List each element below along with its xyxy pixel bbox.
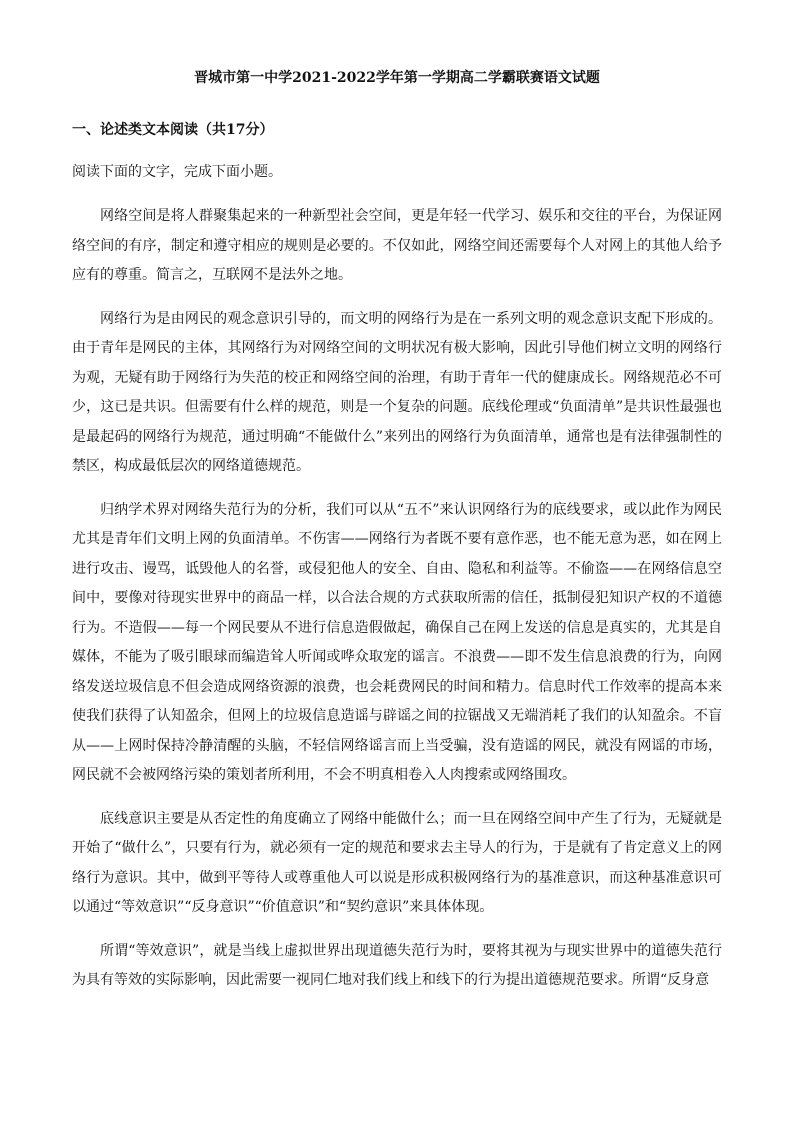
exam-title: 晋城市第一中学2021-2022学年第一学期高二学霸联赛语文试题 <box>194 70 600 86</box>
section-heading: 一、论述类文本阅读（共17分） <box>72 122 274 138</box>
paragraph-1: 网络空间是将人群聚集起来的一种新型社会空间，更是年轻一代学习、娱乐和交往的平台，为保证网络空间的有序，制定和遵守相应的规则是必要的。不仅如此，网络空间还需要每个人对网上的其他人给予应有的尊重。简言之，互联网不是法外之地。 <box>72 208 722 283</box>
paragraph-3: 归纳学术界对网络失范行为的分析，我们可以从“五不”来认识网络行为的底线要求，或以此作为网民尤其是青年们文明上网的负面清单。不伤害——网络行为者既不要有意作恶，也不能无意为恶，如在网上进行攻击、谩骂，诋毁他人的名誉，或侵犯他人的安全、自由、隐私和利益等。不偷盗——在网络信息空间中，要像对待现实世界中的商品一样，以合法合规的方式获取所需的信任，抵制侵犯知识产权的不道德行为。不造假——每一个网民要从不进行信息造假做起，确保自己在网上发送的信息是真实的，尤其是自媒体，不能为了吸引眼球而编造耸人听闻或哗众取宠的谣言。不浪费——即不发生信息浪费的行为，向网络发送垃圾信息不但会造成网络资源的浪费，也会耗费网民的时间和精力。信息时代工作效率的提高本来使我们获得了认知盈余，但网上的垃圾信息造谣与辟谣之间的拉锯战又无端消耗了我们的认知盈余。不盲从——上网时保持冷静清醒的头脑，不轻信网络谣言而上当受骗，没有造谣的网民，就没有网谣的市场，网民就不会被网络污染的策划者所利用，不会不明真相卷入人肉搜索或网络围攻。 <box>72 501 722 783</box>
paragraph-2: 网络行为是由网民的观念意识引导的，而文明的网络行为是在一系列文明的观念意识支配下形成的。由于青年是网民的主体，其网络行为对网络空间的文明状况有极大影响，因此引导他们树立文明的网络行为观，无疑有助于网络行为失范的校正和网络空间的治理，有助于青年一代的健康成长。网络规范必不可少，这已是共识。但需要有什么样的规范，则是一个复杂的问题。底线伦理或“负面清单”是共识性最强也是最起码的网络行为规范，通过明确“不能做什么”来列出的网络行为负面清单，通常也是有法律强制性的禁区，构成最低层次的网络道德规范。 <box>72 310 722 474</box>
reading-instruction: 阅读下面的文字，完成下面小题。 <box>72 164 282 180</box>
paragraph-4: 底线意识主要是从否定性的角度确立了网络中能做什么；而一旦在网络空间中产生了行为，无疑就是开始了“做什么”，只要有行为，就必须有一定的规范和要求去主导人的行为，于是就有了肯定意义上的网络行为意识。其中，做到平等待人或尊重他人可以说是形成积极网络行为的基准意识，而这种基准意识可以通过“等效意识”“反身意识”“价值意识”和“契约意识”来具体体现。 <box>72 810 722 915</box>
paragraph-5: 所谓“等效意识”，就是当线上虚拟世界出现道德失范行为时，要将其视为与现实世界中的道德失范行为具有等效的实际影响，因此需要一视同仁地对我们线上和线下的行为提出道德规范要求。所谓“反身意 <box>72 942 722 988</box>
